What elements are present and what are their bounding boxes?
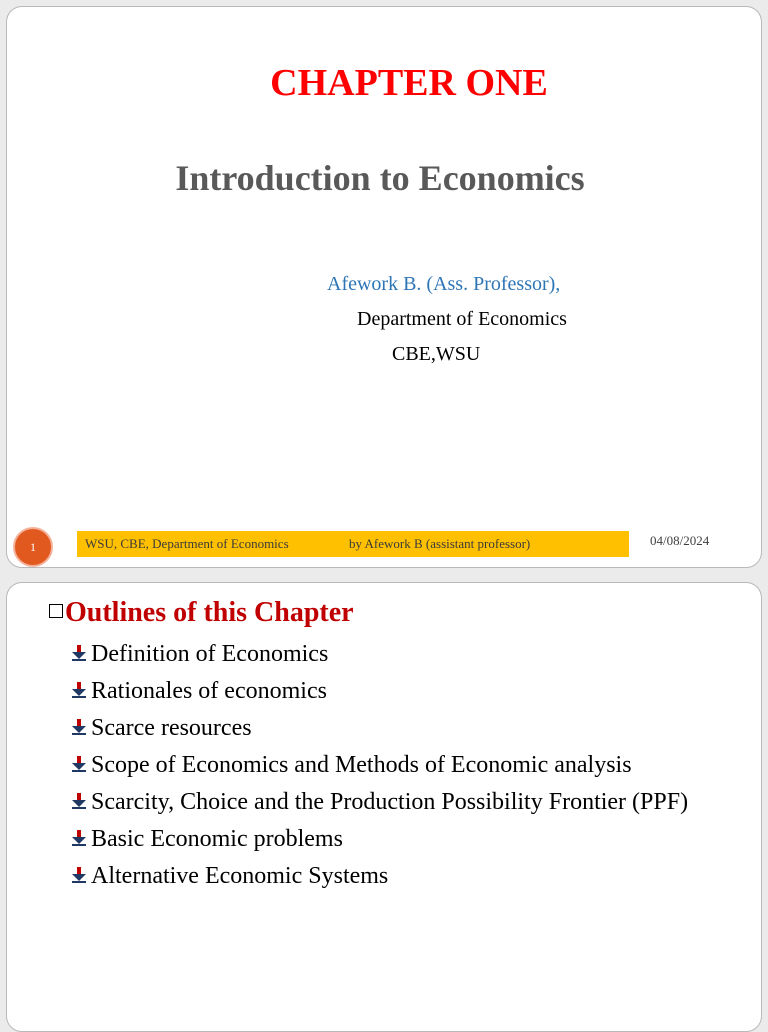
slide-number-badge: 1 bbox=[13, 527, 53, 567]
outline-item-text: Basic Economic problems bbox=[91, 826, 343, 852]
outline-item-text: Scarce resources bbox=[91, 715, 252, 741]
outline-item-text: Alternative Economic Systems bbox=[91, 863, 389, 889]
outline-slide bbox=[6, 582, 762, 1032]
department-name: Department of Economics bbox=[357, 308, 567, 330]
down-arrow-bullet-icon bbox=[71, 719, 87, 735]
down-arrow-bullet-icon bbox=[71, 756, 87, 772]
down-arrow-bullet-icon bbox=[71, 682, 87, 698]
outline-item bbox=[71, 713, 751, 744]
outline-item-text: Scope of Economics and Methods of Economic analysis bbox=[91, 752, 632, 778]
outline-item bbox=[71, 639, 751, 670]
outline-item bbox=[71, 750, 751, 781]
slide-subtitle: Introduction to Economics bbox=[175, 158, 585, 198]
down-arrow-bullet-icon bbox=[71, 830, 87, 846]
outline-item bbox=[71, 676, 751, 707]
outline-item bbox=[71, 824, 751, 855]
chapter-title: CHAPTER ONE bbox=[270, 62, 548, 104]
outline-item bbox=[71, 861, 751, 892]
outline-title bbox=[49, 597, 354, 629]
outline-item-text: Scarcity, Choice and the Production Possibility Frontier (PPF) bbox=[91, 789, 689, 815]
footer-left-text: WSU, CBE, Department of Economics bbox=[85, 536, 289, 551]
down-arrow-bullet-icon bbox=[71, 867, 87, 883]
checkbox-icon bbox=[49, 604, 63, 618]
outline-item-text: Definition of Economics bbox=[91, 641, 329, 667]
author-name: Afework B. (Ass. Professor), bbox=[327, 273, 561, 295]
footer-date: 04/08/2024 bbox=[650, 533, 710, 548]
down-arrow-bullet-icon bbox=[71, 793, 87, 809]
outline-list bbox=[71, 639, 751, 898]
footer-right-text: by Afework B (assistant professor) bbox=[349, 536, 531, 551]
outline-item bbox=[71, 787, 751, 818]
title-slide bbox=[6, 6, 762, 568]
down-arrow-bullet-icon bbox=[71, 645, 87, 661]
footer-bar bbox=[77, 531, 629, 557]
outline-item-text: Rationales of economics bbox=[91, 678, 327, 704]
outline-title-text: Outlines of this Chapter bbox=[65, 597, 354, 628]
school-name: CBE,WSU bbox=[392, 343, 481, 365]
